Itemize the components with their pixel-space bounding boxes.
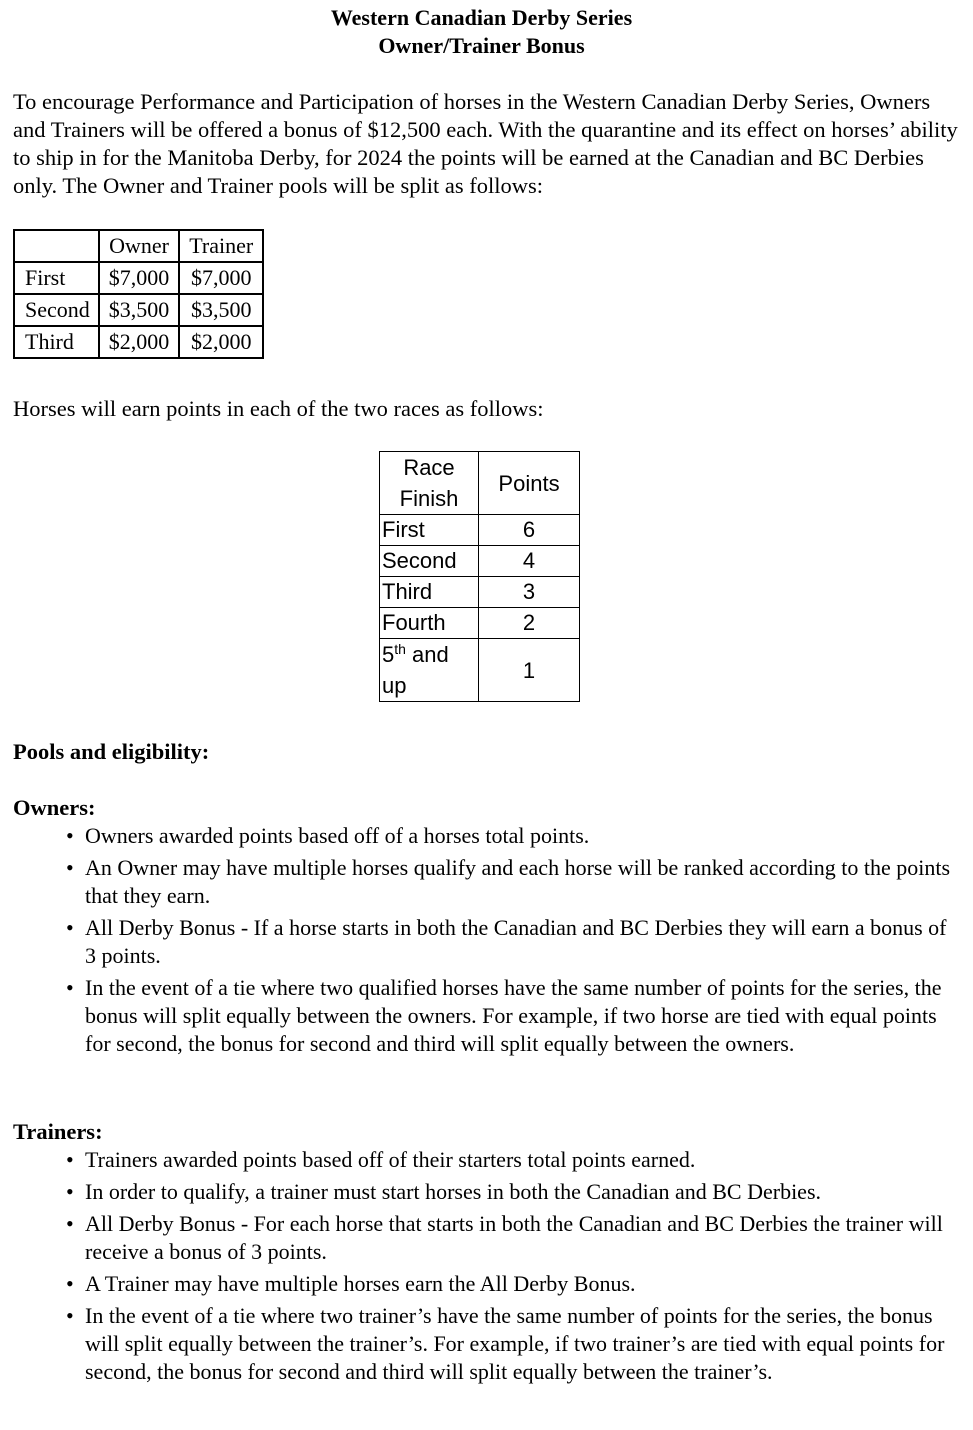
pool-table-owner-amount: $2,000	[99, 326, 180, 358]
list-item-text: In the event of a tie where two qualified horses have the same number of points for the series, the bonus will split equally between the owners. For example, if two horse are tied with equal points for second, the bonus for second and third will split equally between the owners.	[85, 975, 942, 1056]
list-item-text: In the event of a tie where two trainer’s have the same number of points for the series, the bonus will split equally between the trainer’s. For example, if two trainer’s are tied with equal points for second, the bonus for second and third will split equally between the trainer’s.	[85, 1303, 945, 1384]
list-item-text: Trainers awarded points based off of their starters total points earned.	[85, 1147, 696, 1172]
intro-paragraph: To encourage Performance and Participation of horses in the Western Canadian Derby Series, Owners and Trainers will be offered a bonus of $12,500 each. With the quarantine and its effect on horses’ ability to ship in for the Manitoba Derby, for 2024 the points will be earned at the Canadian and BC Derbies only. The Owner and Trainer pools will be split as follows:	[13, 89, 958, 198]
points-table-points: 6	[479, 515, 580, 546]
pool-table-trainer-amount: $2,000	[179, 326, 263, 358]
list-item	[48, 854, 958, 910]
bullet-icon: •	[66, 1211, 74, 1236]
points-table-header-row	[380, 452, 580, 515]
owners-heading: Owners:	[13, 795, 96, 820]
bullet-icon: •	[66, 823, 74, 848]
points-intro-paragraph: Horses will earn points in each of the two races as follows:	[13, 396, 544, 421]
points-table-finish: First	[380, 515, 479, 546]
bullet-icon: •	[66, 1303, 74, 1328]
points-table-row	[380, 608, 580, 639]
pool-table-row	[14, 326, 263, 358]
document-subtitle: Owner/Trainer Bonus	[378, 33, 585, 58]
bullet-icon: •	[66, 855, 74, 880]
trainers-heading: Trainers:	[13, 1119, 103, 1144]
points-table-row	[380, 577, 580, 608]
list-item	[48, 1210, 958, 1266]
points-table-points: 2	[479, 608, 580, 639]
pool-table-owner-amount: $3,500	[99, 294, 180, 326]
points-table-header-finish	[380, 452, 479, 515]
list-item	[48, 822, 958, 850]
pool-table-header-row	[14, 230, 263, 262]
list-item-text: Owners awarded points based off of a horses total points.	[85, 823, 590, 848]
pool-table-trainer-amount: $3,500	[179, 294, 263, 326]
list-item	[48, 1146, 958, 1174]
finish-text-line2: up	[382, 673, 407, 698]
owners-bullet-list	[48, 822, 958, 1062]
pool-table-owner-amount: $7,000	[99, 262, 180, 294]
finish-ordinal-suffix: th	[394, 641, 406, 657]
list-item	[48, 974, 958, 1058]
pool-table-place: First	[14, 262, 99, 294]
pool-table-header-owner: Owner	[99, 230, 180, 262]
pool-table-place: Third	[14, 326, 99, 358]
trainers-bullet-list	[48, 1146, 958, 1390]
points-table-finish: Second	[380, 546, 479, 577]
points-table-finish: Fourth	[380, 608, 479, 639]
pool-table-place: Second	[14, 294, 99, 326]
pool-table-trainer-amount: $7,000	[179, 262, 263, 294]
points-table-points: 3	[479, 577, 580, 608]
points-table-finish: Third	[380, 577, 479, 608]
header-finish-line2: Finish	[399, 486, 459, 511]
bullet-icon: •	[66, 915, 74, 940]
finish-number: 5	[382, 642, 395, 667]
points-table-row	[380, 546, 580, 577]
list-item-text: An Owner may have multiple horses qualify and each horse will be ranked according to the points that they earn.	[85, 855, 951, 908]
list-item-text: All Derby Bonus - For each horse that starts in both the Canadian and BC Derbies the trainer will receive a bonus of 3 points.	[85, 1211, 943, 1264]
race-points-table	[379, 451, 580, 702]
finish-text: and	[405, 642, 449, 667]
pool-table-corner-cell	[14, 230, 99, 262]
bullet-icon: •	[66, 1179, 74, 1204]
header-finish-line1: Race	[403, 455, 455, 480]
points-table-header-points: Points	[479, 452, 580, 515]
points-table-row	[380, 639, 580, 702]
list-item	[48, 1178, 958, 1206]
bullet-icon: •	[66, 1271, 74, 1296]
list-item-text: All Derby Bonus - If a horse starts in both the Canadian and BC Derbies they will earn a bonus of 3 points.	[85, 915, 947, 968]
bullet-icon: •	[66, 975, 74, 1000]
list-item-text: A Trainer may have multiple horses earn the All Derby Bonus.	[85, 1271, 636, 1296]
pools-eligibility-heading: Pools and eligibility:	[13, 739, 210, 764]
list-item	[48, 1270, 958, 1298]
list-item	[48, 914, 958, 970]
document-title: Western Canadian Derby Series	[330, 5, 633, 30]
pool-table-row	[14, 262, 263, 294]
bullet-icon: •	[66, 1147, 74, 1172]
list-item	[48, 1302, 958, 1386]
pool-table-row	[14, 294, 263, 326]
points-table-row	[380, 515, 580, 546]
list-item-text: In order to qualify, a trainer must start horses in both the Canadian and BC Derbies.	[85, 1179, 822, 1204]
points-table-points: 4	[479, 546, 580, 577]
points-table-finish	[380, 639, 479, 702]
pool-table-header-trainer: Trainer	[179, 230, 263, 262]
pool-split-table	[13, 229, 264, 359]
points-table-points: 1	[479, 639, 580, 702]
